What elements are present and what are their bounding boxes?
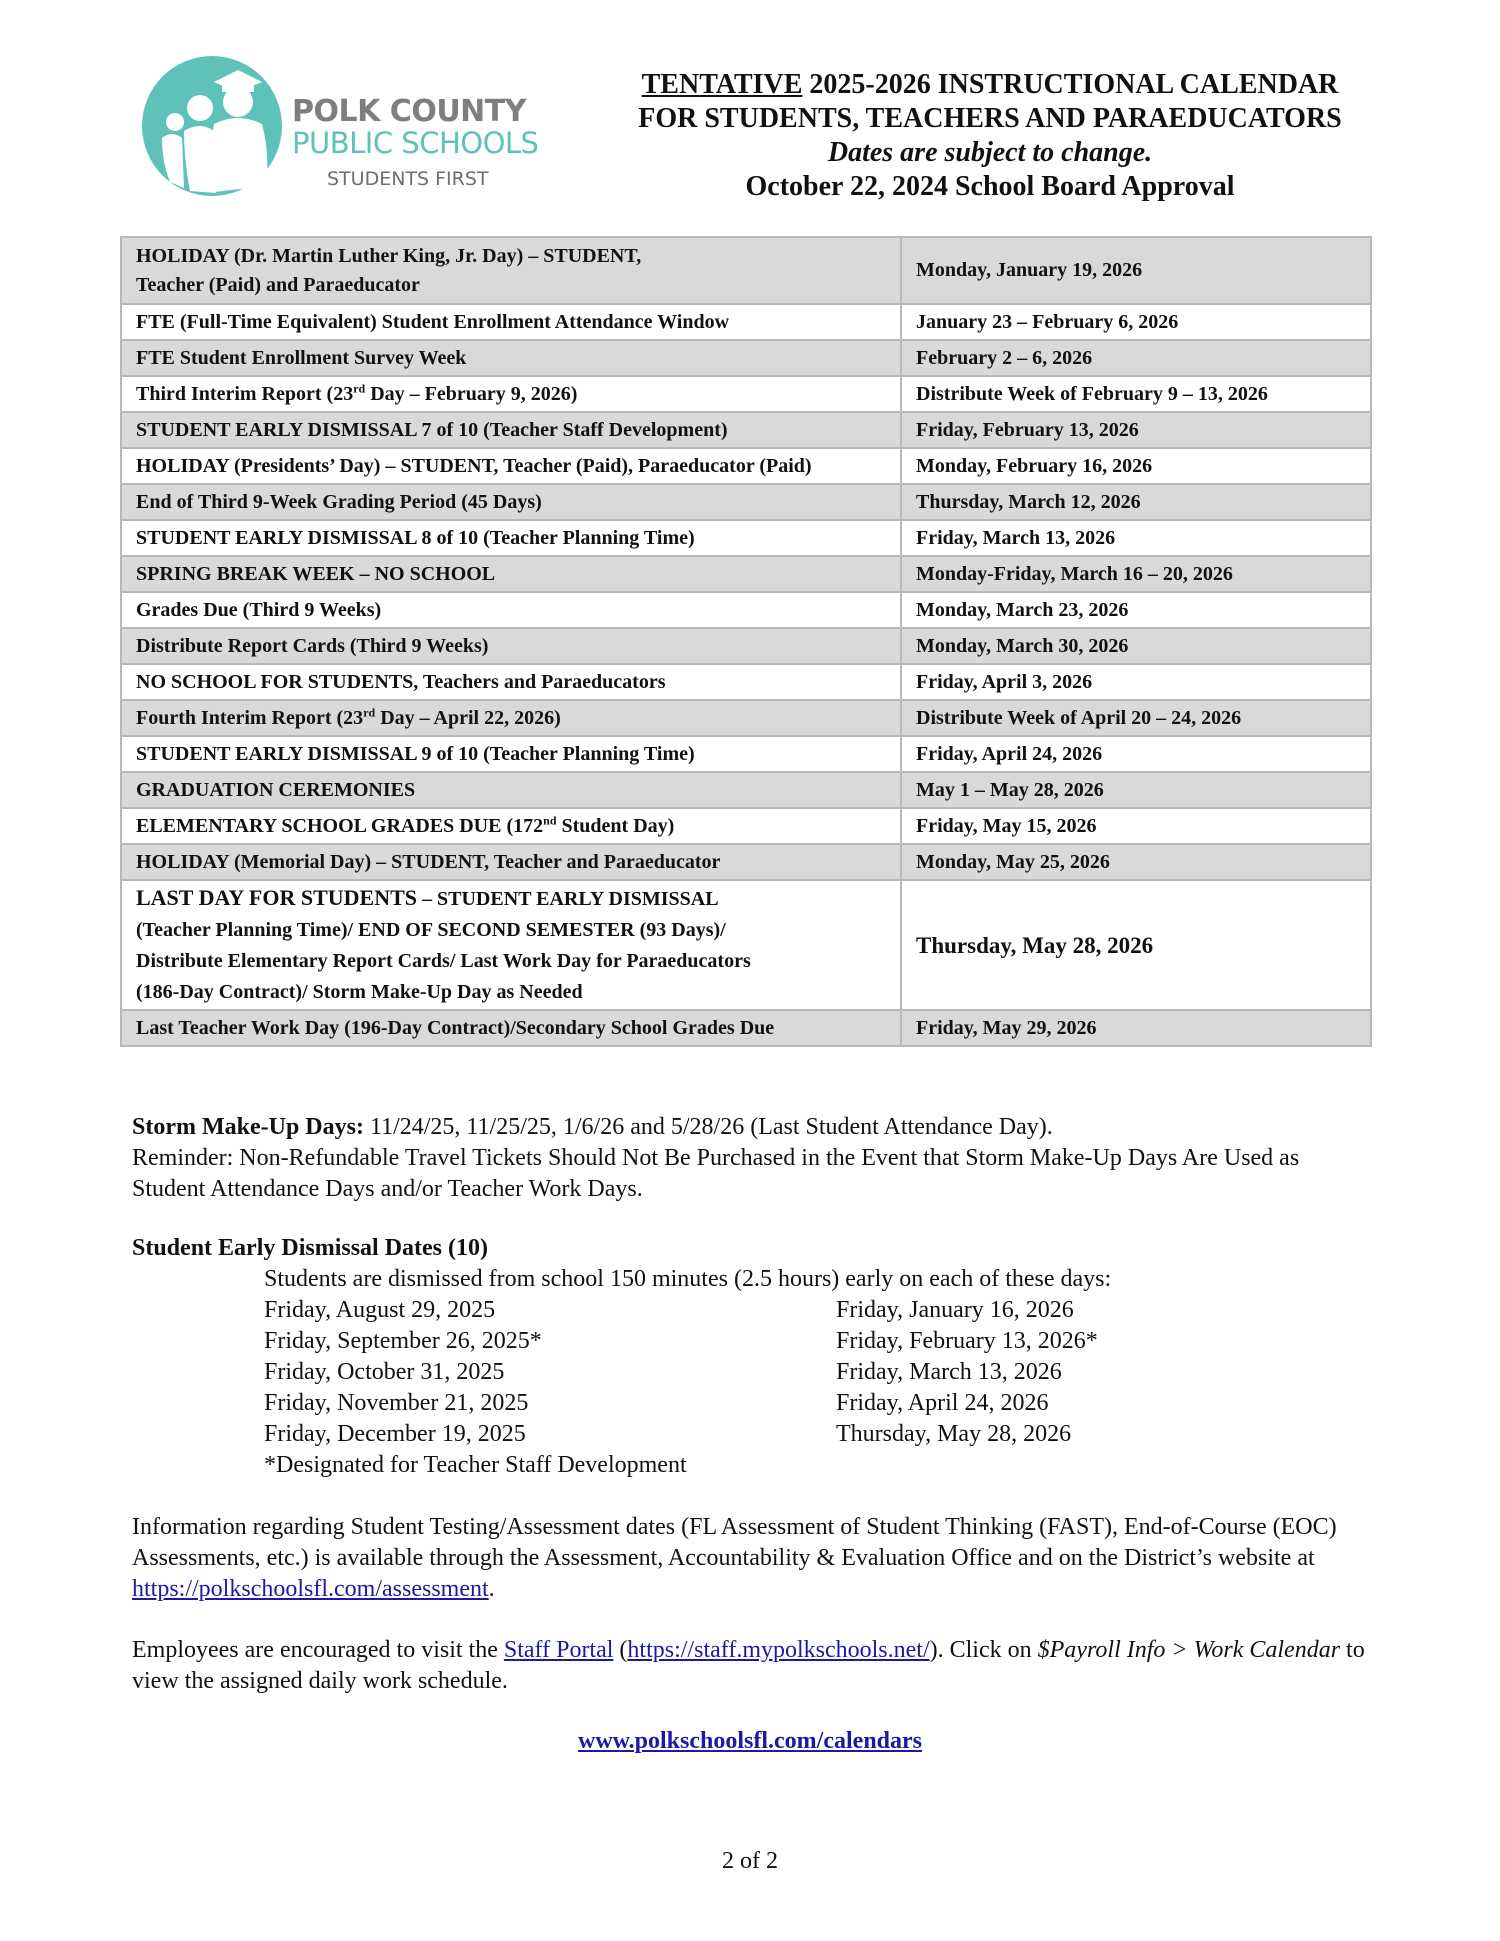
early-dismissal-list-fall <box>264 1295 687 1481</box>
table-row <box>121 237 1371 304</box>
list-item: Friday, October 31, 2025 <box>264 1359 505 1385</box>
table-row <box>121 844 1371 880</box>
date-cell: May 1 – May 28, 2026 <box>901 772 1371 808</box>
event-cell: FTE Student Enrollment Survey Week <box>121 340 901 376</box>
logo-text-polk-county: POLK COUNTY <box>292 94 526 129</box>
date-cell: Thursday, March 12, 2026 <box>901 484 1371 520</box>
staff-portal-link[interactable]: Staff Portal <box>503 1637 614 1663</box>
table-row <box>121 484 1371 520</box>
event-text: Third Interim Report (23 <box>136 382 354 405</box>
list-item: Friday, March 13, 2026 <box>836 1359 1062 1385</box>
assessment-link[interactable]: https://polkschoolsfl.com/assessment <box>132 1576 489 1602</box>
table-row <box>121 628 1371 664</box>
punctuation: . <box>488 1576 495 1602</box>
event-cell: End of Third 9-Week Grading Period (45 Days) <box>121 484 901 520</box>
event-text: (Teacher Planning Time)/ END OF SECOND SEMESTER (93 Days)/ <box>136 919 726 941</box>
event-cell <box>121 237 901 304</box>
date-cell: January 23 – February 6, 2026 <box>901 304 1371 340</box>
event-cell: STUDENT EARLY DISMISSAL 7 of 10 (Teacher Staff Development) <box>121 412 901 448</box>
table-row <box>121 772 1371 808</box>
early-dismissal-title: Student Early Dismissal Dates (10) <box>132 1235 489 1261</box>
list-item: Friday, November 21, 2025 <box>264 1390 529 1416</box>
event-text: ELEMENTARY SCHOOL GRADES DUE (172 <box>136 814 544 837</box>
date-cell: Friday, April 24, 2026 <box>901 736 1371 772</box>
table-row <box>121 664 1371 700</box>
event-text: – STUDENT EARLY DISMISSAL <box>417 888 719 910</box>
staff-portal-url-link[interactable]: https://staff.mypolkschools.net/ <box>627 1637 930 1663</box>
event-cell: NO SCHOOL FOR STUDENTS, Teachers and Paraeducators <box>121 664 901 700</box>
event-text: Day – February 9, 2026) <box>365 382 578 405</box>
event-cell: GRADUATION CEREMONIES <box>121 772 901 808</box>
footnote: *Designated for Teacher Staff Development <box>264 1452 687 1478</box>
date-cell: Friday, May 29, 2026 <box>901 1010 1371 1046</box>
ordinal-suffix: rd <box>363 704 376 719</box>
date-cell: Friday, April 3, 2026 <box>901 664 1371 700</box>
title-text: 2025-2026 INSTRUCTIONAL CALENDAR <box>802 69 1339 100</box>
assessment-text: Information regarding Student Testing/Assessment dates (FL Assessment of Student Thinking (FAST), End-of-Course (EOC) Assessments, etc.) is available through the Assessment, Accountability & Evaluation Office and on the District’s website at <box>132 1514 1337 1571</box>
event-cell <box>121 880 901 1010</box>
page-number: 2 of 2 <box>722 1848 778 1874</box>
table-row <box>121 376 1371 412</box>
date-cell: Thursday, May 28, 2026 <box>901 880 1371 1010</box>
event-cell: Last Teacher Work Day (196-Day Contract)/Secondary School Grades Due <box>121 1010 901 1046</box>
date-cell: Monday, March 23, 2026 <box>901 592 1371 628</box>
event-cell: SPRING BREAK WEEK – NO SCHOOL <box>121 556 901 592</box>
event-cell <box>121 808 901 844</box>
list-item: Friday, February 13, 2026* <box>836 1328 1098 1354</box>
event-text: Distribute Elementary Report Cards/ Last Work Day for Paraeducators <box>136 950 751 972</box>
storm-label: Storm Make-Up Days: <box>132 1114 364 1140</box>
staff-portal-info <box>132 1635 1372 1697</box>
event-cell: HOLIDAY (Presidents’ Day) – STUDENT, Teacher (Paid), Paraeducator (Paid) <box>121 448 901 484</box>
tentative-label: TENTATIVE <box>641 69 803 100</box>
event-cell: STUDENT EARLY DISMISSAL 8 of 10 (Teacher Planning Time) <box>121 520 901 556</box>
assessment-info <box>132 1512 1372 1605</box>
students-graduation-icon <box>142 56 282 196</box>
table-row <box>121 736 1371 772</box>
event-text: Day – April 22, 2026) <box>375 706 561 729</box>
list-item: Thursday, May 28, 2026 <box>836 1421 1072 1447</box>
list-item: Friday, August 29, 2025 <box>264 1297 496 1323</box>
table-row <box>121 880 1371 1010</box>
ordinal-suffix: rd <box>353 380 366 395</box>
early-dismissal-intro: Students are dismissed from school 150 minutes (2.5 hours) early on each of these days: <box>264 1266 1112 1292</box>
payroll-path: $Payroll Info > Work Calendar <box>1037 1637 1341 1663</box>
date-cell: Monday, February 16, 2026 <box>901 448 1371 484</box>
event-cell: FTE (Full-Time Equivalent) Student Enrollment Attendance Window <box>121 304 901 340</box>
storm-dates: 11/24/25, 11/25/25, 1/6/26 and 5/28/26 (Last Student Attendance Day). <box>363 1114 1053 1140</box>
date-cell: February 2 – 6, 2026 <box>901 340 1371 376</box>
list-item: Friday, April 24, 2026 <box>836 1390 1049 1416</box>
calendar-table <box>120 236 1372 1047</box>
staff-text: Employees are encouraged to visit the <box>132 1637 504 1663</box>
logo-tagline: STUDENTS FIRST <box>327 168 489 190</box>
list-item: Friday, September 26, 2025* <box>264 1328 542 1354</box>
table-row <box>121 304 1371 340</box>
table-row <box>121 556 1371 592</box>
document-title <box>560 68 1420 204</box>
district-logo <box>142 56 542 206</box>
date-cell: Friday, May 15, 2026 <box>901 808 1371 844</box>
event-cell: HOLIDAY (Memorial Day) – STUDENT, Teacher and Paraeducator <box>121 844 901 880</box>
approval-line: October 22, 2024 School Board Approval <box>745 171 1235 202</box>
event-text: HOLIDAY (Dr. Martin Luther King, Jr. Day) – STUDENT, <box>136 244 642 267</box>
staff-text: to view the assigned daily work schedule. <box>132 1637 1365 1694</box>
date-cell: Distribute Week of February 9 – 13, 2026 <box>901 376 1371 412</box>
table-row <box>121 700 1371 736</box>
list-item: Friday, January 16, 2026 <box>836 1297 1074 1323</box>
title-line-2: FOR STUDENTS, TEACHERS AND PARAEDUCATORS <box>638 103 1342 134</box>
table-row <box>121 592 1371 628</box>
table-row <box>121 340 1371 376</box>
event-text: Student Day) <box>556 814 675 837</box>
event-text: Teacher (Paid) and Paraeducator <box>136 273 420 296</box>
date-cell: Monday, May 25, 2026 <box>901 844 1371 880</box>
date-cell: Monday, January 19, 2026 <box>901 237 1371 304</box>
table-row <box>121 520 1371 556</box>
event-text: LAST DAY FOR STUDENTS <box>136 885 417 910</box>
table-row <box>121 808 1371 844</box>
event-cell: Grades Due (Third 9 Weeks) <box>121 592 901 628</box>
event-cell <box>121 700 901 736</box>
event-cell: Distribute Report Cards (Third 9 Weeks) <box>121 628 901 664</box>
staff-text: ( <box>613 1637 628 1663</box>
event-cell <box>121 376 901 412</box>
table-row <box>121 412 1371 448</box>
table-row <box>121 1010 1371 1046</box>
subtitle: Dates are subject to change. <box>827 137 1153 168</box>
logo-text-public-schools: PUBLIC SCHOOLS <box>292 126 539 160</box>
staff-text: ). Click on <box>929 1637 1038 1663</box>
date-cell: Friday, March 13, 2026 <box>901 520 1371 556</box>
event-text: Fourth Interim Report (23 <box>136 706 364 729</box>
title-line-1 <box>560 68 1420 102</box>
table-row <box>121 448 1371 484</box>
storm-makeup-section <box>132 1112 1372 1205</box>
date-cell: Monday, March 30, 2026 <box>901 628 1371 664</box>
date-cell: Distribute Week of April 20 – 24, 2026 <box>901 700 1371 736</box>
date-cell: Friday, February 13, 2026 <box>901 412 1371 448</box>
list-item: Friday, December 19, 2025 <box>264 1421 526 1447</box>
date-cell: Monday-Friday, March 16 – 20, 2026 <box>901 556 1371 592</box>
calendars-link[interactable]: www.polkschoolsfl.com/calendars <box>577 1728 922 1754</box>
storm-reminder: Reminder: Non-Refundable Travel Tickets Should Not Be Purchased in the Event that Storm Make-Up Days Are Used as Student Attendance Days and/or Teacher Work Days. <box>132 1145 1300 1202</box>
calendars-link-wrapper <box>0 1728 1500 1755</box>
event-text: (186-Day Contract)/ Storm Make-Up Day as Needed <box>136 981 583 1003</box>
ordinal-suffix: nd <box>543 812 557 827</box>
event-cell: STUDENT EARLY DISMISSAL 9 of 10 (Teacher Planning Time) <box>121 736 901 772</box>
early-dismissal-list-spring <box>836 1295 1098 1450</box>
